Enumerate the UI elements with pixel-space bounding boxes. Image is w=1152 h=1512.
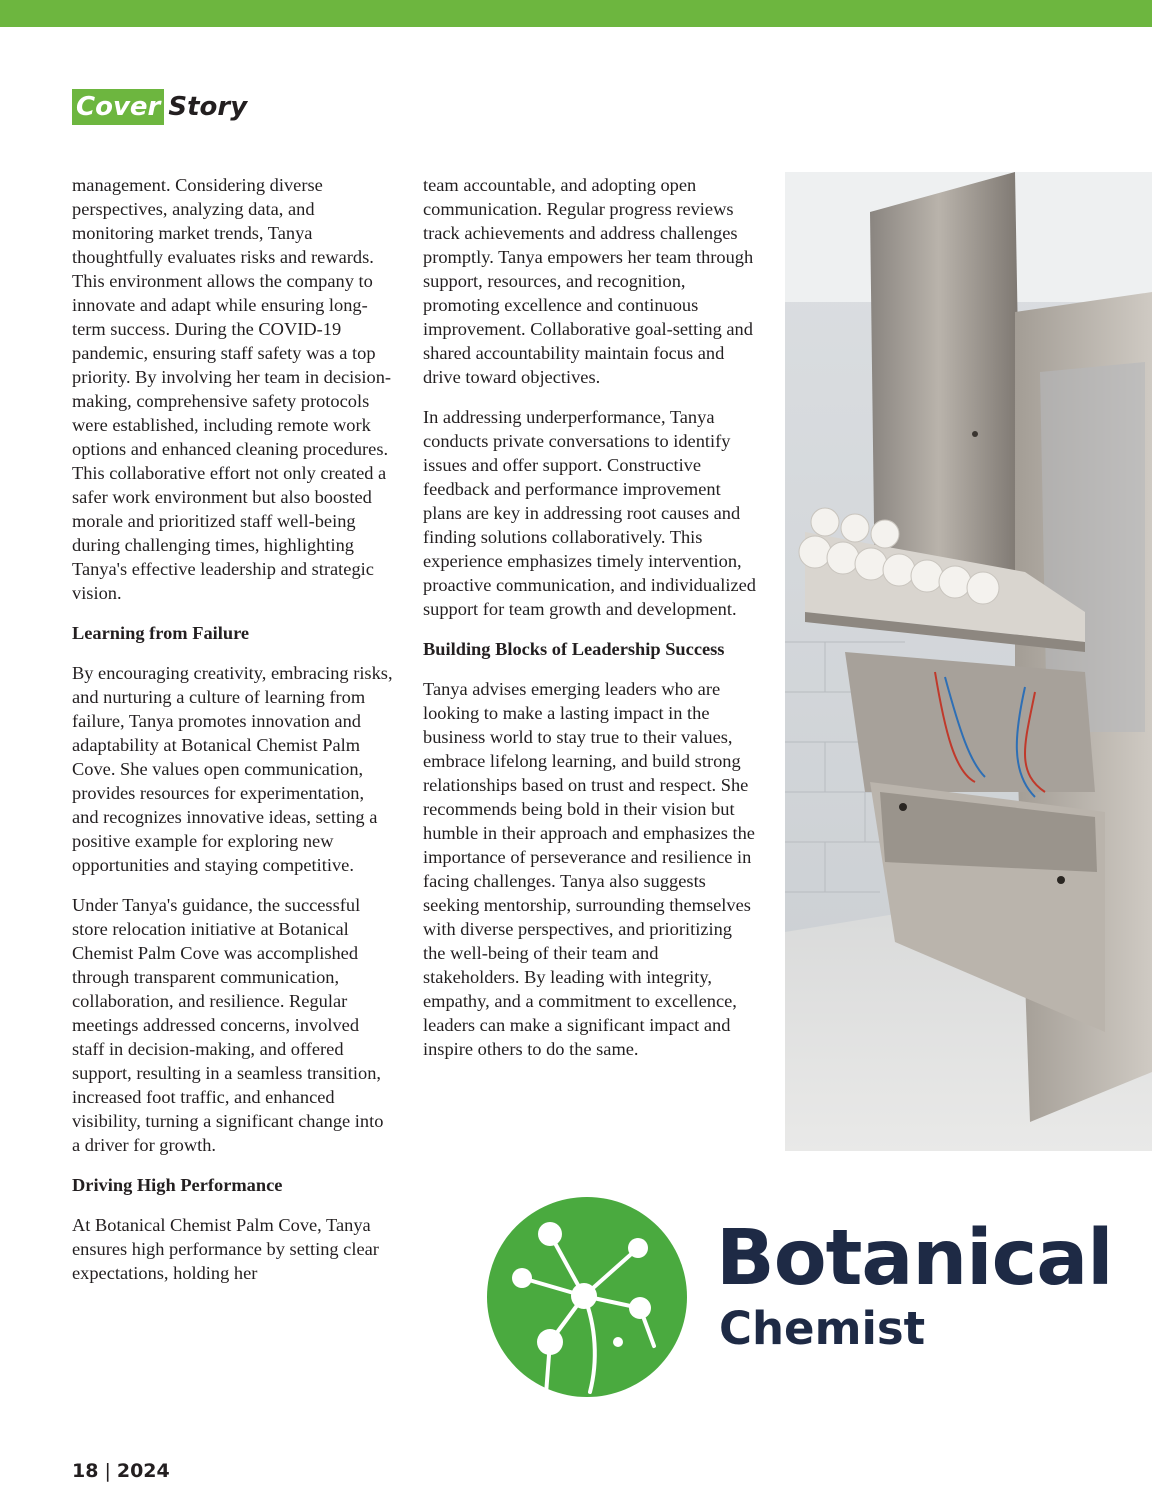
footer-separator: |: [104, 1460, 111, 1482]
logo-subtitle: Chemist: [719, 1302, 926, 1355]
paragraph: Tanya advises emerging leaders who are looking to make a lasting impact in the business world to stay true to their values, embrace lifelong learning, and build strong relationships based on trust and respect. She recommends being bold in their vision but humble in their approach and emphasizes the importance of perseverance and resilience in facing challenges. Tanya also suggests seeking mentorship, surrounding themselves with diverse perspectives, and prioritizing the well-being of their team and stakeholders. By leading with integrity, empathy, and a commitment to excellence, leaders can make a significant impact and inspire others to do the same.: [423, 679, 755, 1059]
subheading-driving-high-performance: Driving High Performance: [72, 1175, 283, 1195]
paragraph: By encouraging creativity, embracing risks, and nurturing a culture of learning from failure, Tanya promotes innovation and adaptability at Botanical Chemist Palm Cove. She values open communication, provides resources for experimentation, and recognizes innovative ideas, setting a positive example for exploring new opportunities and staying competitive.: [72, 663, 393, 875]
paragraph: Under Tanya's guidance, the successful store relocation initiative at Botanical Chemist Palm Cove was accomplished through transparent communication, collaboration, and resilience. Regular meetings addressed concerns, involved staff in decision-making, and offered support, resulting in a seamless transition, increased foot traffic, and enhanced visibility, turning a significant change into a driver for growth.: [72, 895, 384, 1155]
paragraph: team accountable, and adopting open communication. Regular progress reviews track achievements and address challenges promptly. Tanya empowers her team through support, resources, and recognition, promoting excellence and continuous improvement. Collaborative goal-setting and shared accountability maintain focus and drive toward objectives.: [423, 175, 754, 387]
paragraph: At Botanical Chemist Palm Cove, Tanya ensures high performance by setting clear expectations, holding her: [72, 1215, 379, 1283]
section-tag-cover: Cover: [72, 89, 164, 125]
page-number: 18: [72, 1460, 99, 1482]
section-tag-story: Story: [168, 92, 248, 122]
logo-wordmark: Botanical: [716, 1214, 1113, 1303]
paragraph: In addressing underperformance, Tanya conducts private conversations to identify issues and offer support. Constructive feedback and performance improvement plans are key in addressing root causes and finding solutions collaboratively. This experience emphasizes timely intervention, proactive communication, and individualized support for team growth and development.: [423, 407, 756, 619]
molecule-icon: [486, 1196, 688, 1398]
paragraph: management. Considering diverse perspectives, analyzing data, and monitoring market trends, Tanya thoughtfully evaluates risks and rewards. This environment allows the company to innovate and adapt while ensuring long-term success. During the COVID-19 pandemic, ensuring staff safety was a top priority. By involving her team in decision-making, comprehensive safety protocols were established, including remote work options and enhanced cleaning procedures. This collaborative effort not only created a safer work environment but also boosted morale and prioritized staff well-being during challenging times, highlighting Tanya's effective leadership and strategic vision.: [72, 175, 392, 603]
machinery-photo: [785, 172, 1152, 1151]
article-column-middle: [423, 173, 759, 1077]
section-tag: [72, 88, 247, 126]
footer-year: 2024: [116, 1460, 170, 1482]
subheading-building-blocks: Building Blocks of Leadership Success: [423, 639, 725, 659]
subheading-learning-from-failure: Learning from Failure: [72, 623, 250, 643]
page-footer: [72, 1460, 170, 1482]
botanical-chemist-logo: [486, 1196, 1113, 1400]
top-accent-bar: [0, 0, 1152, 27]
article-column-left: [72, 173, 394, 1301]
